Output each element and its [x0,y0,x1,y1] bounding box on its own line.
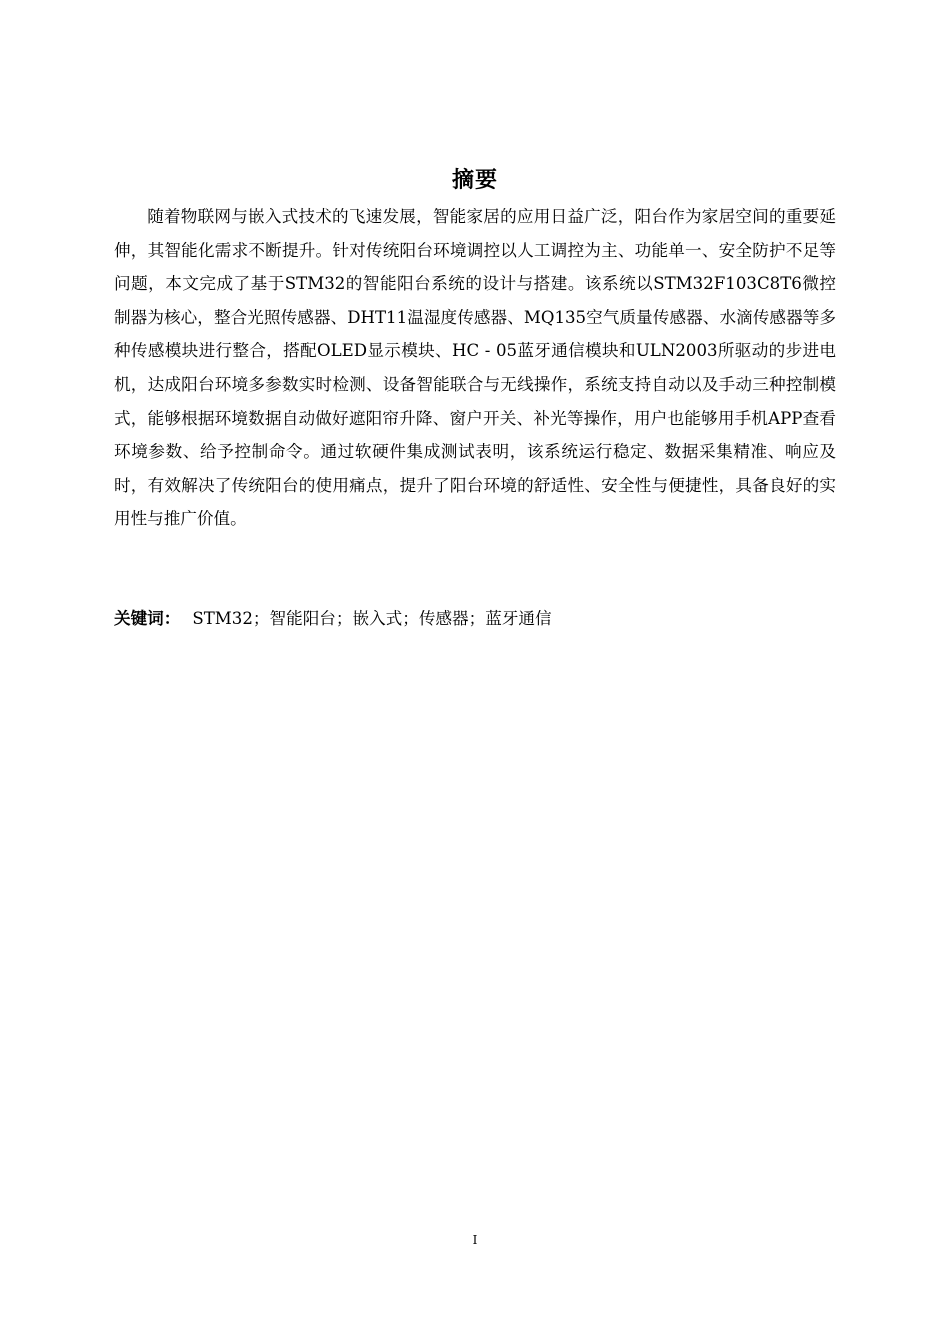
keywords-line [114,604,836,634]
abstract-body: 随着物联网与嵌入式技术的飞速发展，智能家居的应用日益广泛，阳台作为家居空间的重要延伸，其智能化需求不断提升。针对传统阳台环境调控以人工调控为主、功能单一、安全防护不足等问题，本文完成了基于STM32的智能阳台系统的设计与搭建。该系统以STM32F103C8T6微控制器为核心，整合光照传感器、DHT11温湿度传感器、MQ135空气质量传感器、水滴传感器等多种传感模块进行整合，搭配OLED显示模块、HC - 05蓝牙通信模块和ULN2003所驱动的步进电机，达成阳台环境多参数实时检测、设备智能联合与无线操作，系统支持自动以及手动三种控制模式，能够根据环境数据自动做好遮阳帘升降、窗户开关、补光等操作，用户也能够用手机APP查看环境参数、给予控制命令。通过软硬件集成测试表明，该系统运行稳定、数据采集精准、响应及时，有效解决了传统阳台的使用痛点，提升了阳台环境的舒适性、安全性与便捷性，具备良好的实用性与推广价值。 [114,207,836,529]
abstract-title: 摘要 [451,168,498,193]
page-number: I [472,1233,478,1247]
keywords-list: STM32；智能阳台；嵌入式；传感器；蓝牙通信 [192,609,552,628]
keywords-label: 关键词： [114,609,181,628]
